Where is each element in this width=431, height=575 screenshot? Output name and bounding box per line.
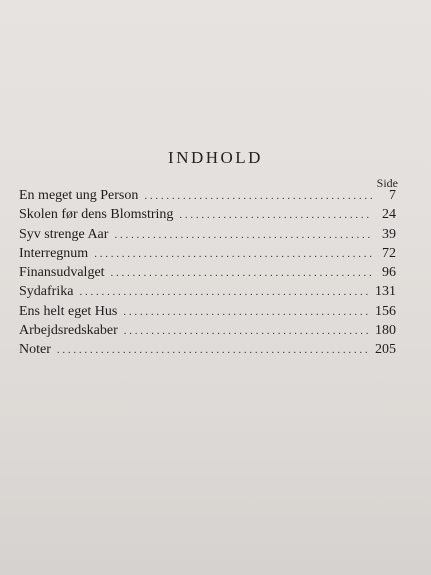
dot-leader <box>179 206 372 225</box>
entry-page-number: 7 <box>389 188 396 203</box>
entry-page-number: 39 <box>382 226 396 242</box>
dot-leader <box>79 283 371 302</box>
toc-entry <box>19 225 396 244</box>
dot-leader <box>111 264 372 283</box>
page-title: INDHOLD <box>168 148 263 167</box>
dot-leader <box>94 245 372 264</box>
entry-title: Arbejdsredskaber <box>19 323 118 339</box>
entry-title: Noter <box>19 342 51 358</box>
dot-leader <box>114 226 372 245</box>
entry-page-number: 156 <box>375 303 396 319</box>
toc-entry <box>19 263 396 282</box>
toc-entry <box>19 340 396 359</box>
entry-page-number: 131 <box>375 284 396 300</box>
entry-title: En meget ung Person <box>19 188 139 203</box>
dot-leader <box>124 322 371 341</box>
table-of-contents <box>19 186 396 360</box>
toc-entry <box>19 186 396 205</box>
dot-leader <box>144 187 372 206</box>
toc-entry <box>19 282 396 301</box>
entry-page-number: 96 <box>382 265 396 281</box>
toc-entry <box>19 205 396 224</box>
entry-title: Ens helt eget Hus <box>19 303 118 319</box>
page-column-label: Side <box>376 176 398 190</box>
entry-page-number: 24 <box>382 207 396 223</box>
entry-page-number: 72 <box>382 245 396 261</box>
entry-title: Skolen før dens Blomstring <box>19 207 174 223</box>
toc-entry <box>19 321 396 340</box>
toc-entry <box>19 302 396 321</box>
entry-title: Sydafrika <box>19 284 74 300</box>
entry-title: Finansudvalget <box>19 265 105 281</box>
entry-title: Interregnum <box>19 245 89 261</box>
toc-entry <box>19 244 396 263</box>
entry-page-number: 180 <box>375 323 396 339</box>
entry-page-number: 205 <box>375 342 396 358</box>
entry-title: Syv strenge Aar <box>19 226 109 242</box>
dot-leader <box>57 341 371 360</box>
dot-leader <box>123 303 371 322</box>
